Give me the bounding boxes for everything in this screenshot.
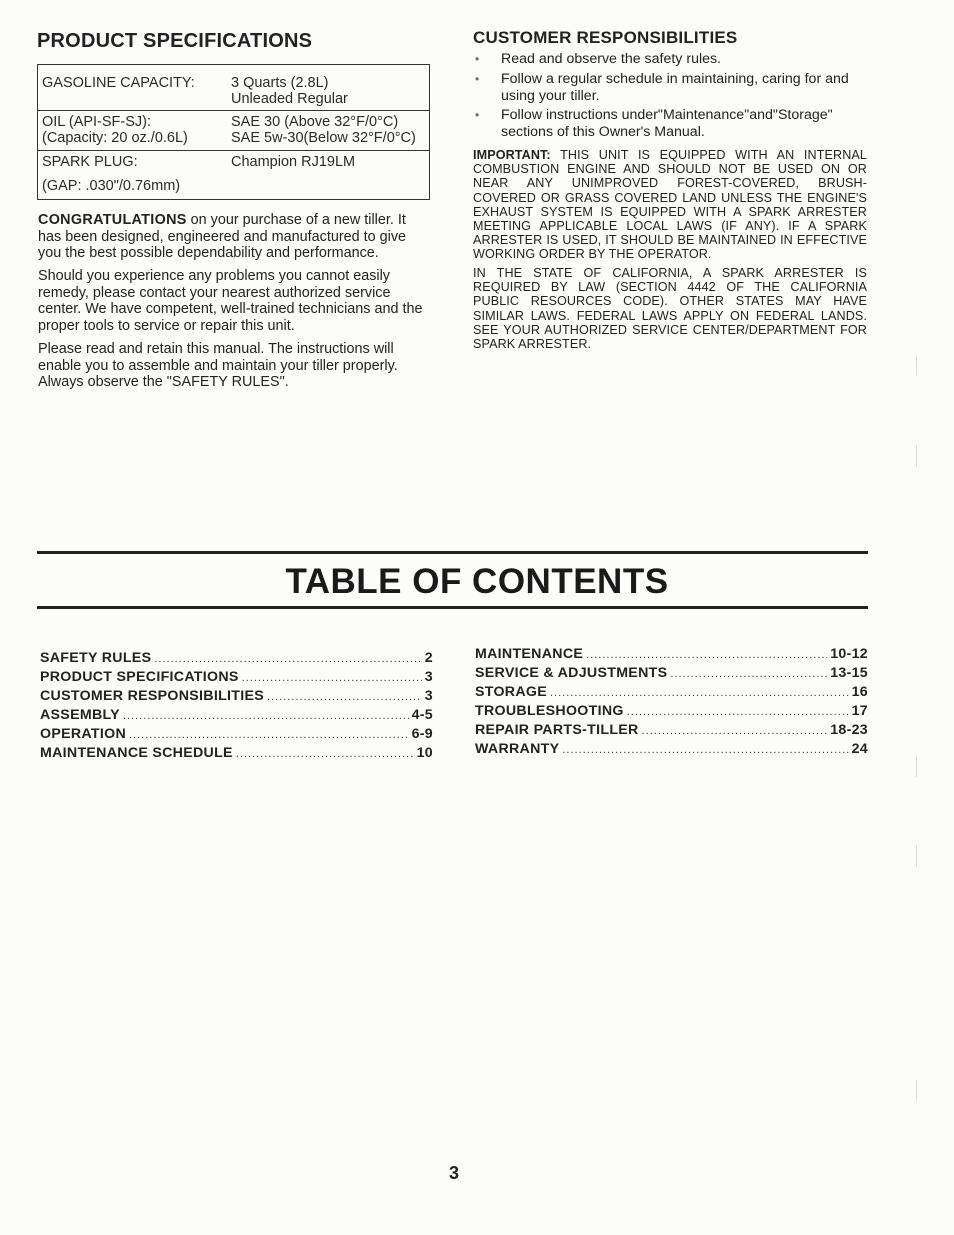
scan-margin-mark: [916, 755, 917, 777]
spec-value: SAE 30 (Above 32°F/0°C): [231, 114, 399, 130]
toc-entry-maintenance-schedule[interactable]: [40, 745, 433, 764]
toc-entry-maintenance[interactable]: [475, 646, 868, 665]
toc-entry-page: 2: [424, 650, 433, 666]
toc-right-column: [475, 646, 868, 760]
toc-entry-warranty[interactable]: [475, 741, 868, 760]
scan-margin-mark: [916, 355, 917, 375]
customer-responsibilities-heading: CUSTOMER RESPONSIBILITIES: [473, 28, 738, 47]
toc-top-rule: [37, 551, 868, 554]
toc-left-column: [40, 650, 433, 764]
toc-entry-label: STORAGE: [475, 684, 547, 700]
spec-label: (Capacity: 20 oz./0.6L): [42, 130, 188, 146]
toc-bottom-rule: [37, 606, 868, 609]
toc-entry-label: ASSEMBLY: [40, 707, 120, 723]
toc-entry-label: SERVICE & ADJUSTMENTS: [475, 665, 668, 681]
toc-entry-label: MAINTENANCE SCHEDULE: [40, 745, 233, 761]
congratulations-lead: CONGRATULATIONS: [38, 212, 187, 228]
toc-entry-page: 4-5: [411, 707, 433, 723]
toc-entry-page: 10: [416, 745, 433, 761]
bullet-icon: •: [475, 108, 480, 123]
spec-value: Champion RJ19LM: [231, 154, 356, 170]
congratulations-text: on your purchase of a new tiller. It has been designed, engineered and manufactured to give you the best possible dependability and performance.: [38, 212, 407, 262]
important-notice: [473, 148, 867, 262]
important-lead: IMPORTANT:: [473, 148, 551, 162]
toc-entry-page: 10-12: [830, 646, 868, 662]
bullet-icon: •: [475, 52, 480, 66]
specifications-table: [37, 64, 430, 200]
service-paragraph: Should you experience any problems you cannot easily remedy, please contact your nearest authorized service center. We have competent, well-trained technicians and the proper tools to service or repair this unit.: [38, 268, 423, 334]
toc-entry-label: WARRANTY: [475, 741, 560, 757]
spec-label: OIL (API-SF-SJ):: [42, 114, 152, 130]
retain-manual-paragraph: Please read and retain this manual. The instructions will enable you to assemble and maintain your tiller properly. Always observe the "SAFETY RULES".: [38, 341, 398, 391]
toc-entry-page: 3: [424, 669, 433, 685]
toc-entry-page: 13-15: [830, 665, 868, 681]
scan-margin-mark: [916, 845, 917, 867]
toc-entry-safety-rules[interactable]: [40, 650, 433, 669]
list-item: [473, 71, 868, 105]
bullet-icon: •: [475, 71, 480, 86]
spec-label: SPARK PLUG:: [42, 154, 138, 170]
spec-label: GASOLINE CAPACITY:: [42, 75, 195, 91]
toc-entry-product-specifications[interactable]: [40, 669, 433, 688]
toc-entry-page: 17: [851, 703, 868, 719]
toc-entry-repair-parts[interactable]: [475, 722, 868, 741]
toc-title: TABLE OF CONTENTS: [285, 562, 669, 601]
list-item: [473, 107, 868, 141]
list-item-text: Follow instructions under"Maintenance"and"Storage" sections of this Owner's Manual.: [501, 107, 833, 141]
spec-value: 3 Quarts (2.8L): [231, 75, 329, 91]
scan-margin-mark: [916, 1080, 917, 1102]
list-item-text: Read and observe the safety rules.: [501, 51, 722, 67]
toc-entry-page: 18-23: [830, 722, 868, 738]
scan-margin-mark: [916, 445, 917, 467]
toc-entry-assembly[interactable]: [40, 707, 433, 726]
toc-entry-page: 24: [851, 741, 868, 757]
page-number: 3: [448, 1163, 459, 1183]
toc-entry-operation[interactable]: [40, 726, 433, 745]
responsibilities-list: [473, 51, 868, 144]
toc-entry-label: SAFETY RULES: [40, 650, 152, 666]
toc-entry-label: TROUBLESHOOTING: [475, 703, 624, 719]
toc-entry-service-adjustments[interactable]: [475, 665, 868, 684]
toc-entry-label: OPERATION: [40, 726, 126, 742]
list-item: [473, 51, 868, 68]
california-notice: IN THE STATE OF CALIFORNIA, A SPARK ARRESTER IS REQUIRED BY LAW (SECTION 4442 OF THE CALIFORNIA PUBLIC RESOURCES CODE). OTHER STATES MAY HAVE SIMILAR LAWS. FEDERAL LAWS APPLY ON FEDERAL LANDS. SEE YOUR AUTHORIZED SERVICE CENTER/DEPARTMENT FOR SPARK ARRESTER.: [473, 266, 867, 352]
toc-entry-page: 6-9: [411, 726, 433, 742]
spec-label: (GAP: .030"/0.76mm): [42, 178, 181, 194]
toc-entry-customer-responsibilities[interactable]: [40, 688, 433, 707]
toc-entry-label: MAINTENANCE: [475, 646, 584, 662]
toc-entry-page: 16: [851, 684, 868, 700]
congratulations-paragraph: [38, 212, 431, 262]
toc-entry-troubleshooting[interactable]: [475, 703, 868, 722]
spec-value: Unleaded Regular: [231, 91, 348, 107]
spec-row-oil: [38, 110, 429, 151]
important-text: THIS UNIT IS EQUIPPED WITH AN INTERNAL COMBUSTION ENGINE AND SHOULD NOT BE USED ON OR NEAR ANY UNIMPROVED FOREST-COVERED, BRUSH-COVERED OR GRASS COVERED LAND UNLESS THE ENGINE'S EXHAUST SYSTEM IS EQUIPPED WITH A SPARK ARRESTER MEETING APPLICABLE LOCAL LAWS (IF ANY). IF A SPARK ARRESTER IS USED, IT SHOULD BE MAINTAINED IN EFFECTIVE WORKING ORDER BY THE OPERATOR.: [473, 148, 867, 262]
toc-entry-label: PRODUCT SPECIFICATIONS: [40, 669, 239, 685]
list-item-text: Follow a regular schedule in maintaining, caring for and using your tiller.: [501, 70, 849, 104]
spec-value: SAE 5w-30(Below 32°F/0°C): [231, 130, 416, 146]
spec-row-spark-plug: [38, 150, 429, 199]
toc-entry-label: REPAIR PARTS-TILLER: [475, 722, 639, 738]
toc-entry-label: CUSTOMER RESPONSIBILITIES: [40, 688, 265, 704]
product-specifications-heading: PRODUCT SPECIFICATIONS: [37, 30, 313, 52]
toc-entry-page: 3: [424, 688, 433, 704]
toc-entry-storage[interactable]: [475, 684, 868, 703]
